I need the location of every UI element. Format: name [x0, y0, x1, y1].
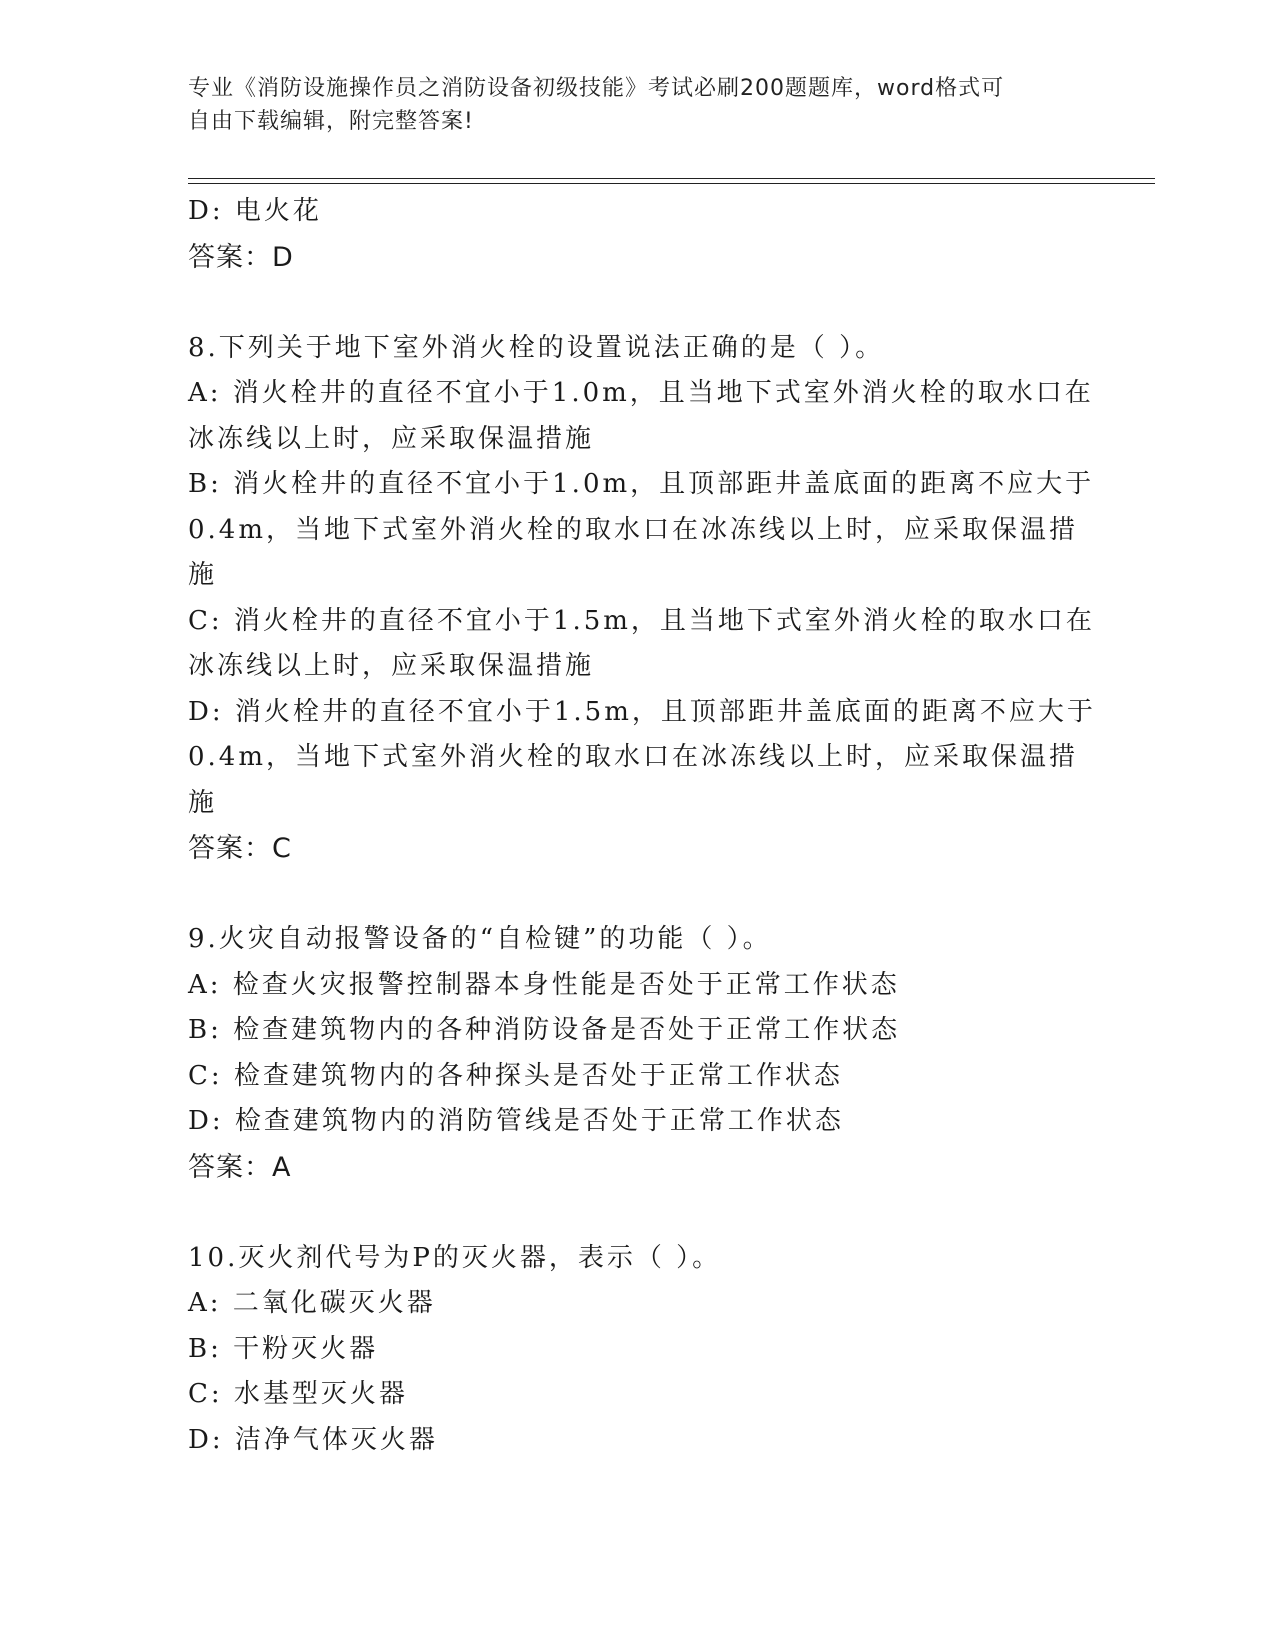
q9-stem: 9.火灾自动报警设备的“自检键”的功能（ ）。 — [188, 924, 772, 954]
q8-option-b: B: 消火栓井的直径不宜小于1.0m，且顶部距井盖底面的距离不应大于 — [188, 469, 1095, 499]
q8-option-c-cont: 冰冻线以上时，应采取保温措施 — [188, 651, 595, 681]
q8-option-a-cont: 冰冻线以上时，应采取保温措施 — [188, 423, 595, 454]
header-line-2: 自由下载编辑，附完整答案! — [188, 109, 474, 134]
q8-stem: 8.下列关于地下室外消火栓的设置说法正确的是（ ）。 — [188, 332, 885, 363]
page-header — [188, 72, 1068, 138]
q9-option-b: B: 检查建筑物内的各种消防设备是否处于正常工作状态 — [188, 1015, 901, 1045]
q9-option-c: C: 检查建筑物内的各种探头是否处于正常工作状态 — [188, 1060, 843, 1091]
q8-option-d-cont: 0.4m，当地下式室外消火栓的取水口在冰冻线以上时，应采取保温措 — [188, 742, 1079, 772]
q8-option-d: D: 消火栓井的直径不宜小于1.5m，且顶部距井盖底面的距离不应大于 — [188, 696, 1096, 727]
q8-option-a: A: 消火栓井的直径不宜小于1.0m，且当地下式室外消火栓的取水口在 — [188, 378, 1094, 408]
spacer — [188, 280, 1088, 326]
spacer — [188, 1190, 1088, 1236]
q8-option-b-cont-2: 施 — [188, 560, 218, 590]
header-divider-top — [188, 178, 1155, 179]
q9-answer: 答案：A — [188, 1151, 292, 1183]
header-line-1: 专业《消防设施操作员之消防设备初级技能》考试必刷200题题库，word格式可 — [188, 76, 1005, 101]
q10-option-b: B: 干粉灭火器 — [188, 1333, 379, 1364]
q8-answer: 答案：C — [188, 833, 292, 864]
q10-option-c: C: 水基型灭火器 — [188, 1379, 408, 1409]
q10-option-a: A: 二氧化碳灭火器 — [188, 1288, 436, 1318]
q9-option-d: D: 检查建筑物内的消防管线是否处于正常工作状态 — [188, 1106, 844, 1136]
question-10 — [188, 1236, 1088, 1464]
q8-option-c: C: 消火栓井的直径不宜小于1.5m，且当地下式室外消火栓的取水口在 — [188, 605, 1095, 636]
question-8 — [188, 326, 1096, 872]
q7-answer: 答案：D — [188, 241, 294, 273]
questions-content — [188, 189, 1096, 1463]
q10-stem: 10.灭火剂代号为P的灭火器，表示（ ）。 — [188, 1242, 722, 1273]
q10-option-d: D: 洁净气体灭火器 — [188, 1424, 438, 1455]
q9-option-a: A: 检查火灾报警控制器本身性能是否处于正常工作状态 — [188, 969, 900, 1000]
question-9 — [188, 917, 1088, 1190]
q8-option-b-cont: 0.4m，当地下式室外消火栓的取水口在冰冻线以上时，应采取保温措 — [188, 514, 1079, 545]
question-7-tail — [188, 189, 1088, 280]
header-divider-bottom — [188, 183, 1155, 184]
q7-option-d: D: 电火花 — [188, 196, 322, 226]
spacer — [188, 872, 1088, 918]
q8-option-d-cont-2: 施 — [188, 787, 218, 818]
